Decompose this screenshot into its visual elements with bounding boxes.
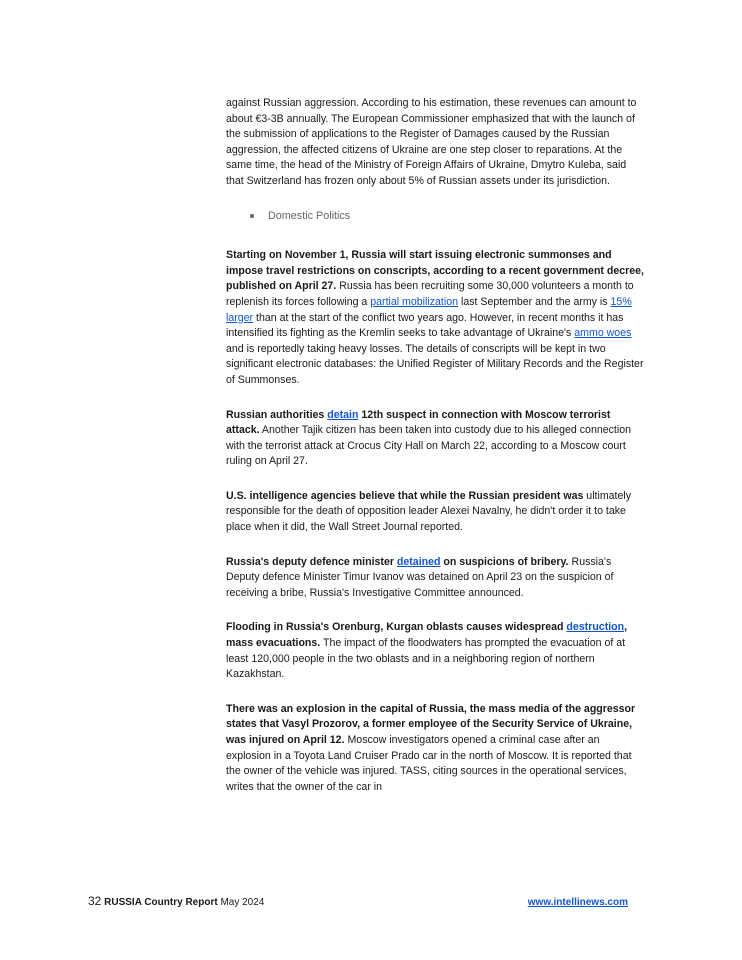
news-item-summonses bbox=[226, 248, 646, 388]
news-item-detain-suspect bbox=[226, 408, 646, 470]
headline: Flooding in Russia's Orenburg, Kurgan oblasts causes widespread bbox=[226, 621, 567, 634]
headline: , mass evacuations. bbox=[226, 621, 628, 650]
document-body bbox=[226, 96, 646, 814]
intro-paragraph: against Russian aggression. According to his estimation, these revenues can amount to about €3-3B annually. The European Commissioner emphasized that with the launch of the submission of applications to the Register of Damages caused by the Russian aggression, the affected citizens of Ukraine are one step closer to reparations. At the same time, the head of the Ministry of Foreign Affairs of Ukraine, Dmytro Kuleba, said that Switzerland has frozen only about 5% of Russian assets under its jurisdiction. bbox=[226, 97, 637, 187]
headline: Starting on November 1, Russia will start issuing electronic summonses and impose travel restrictions on conscripts, according to a recent government decree, published on April 27. bbox=[226, 249, 644, 293]
news-item-navalny bbox=[226, 489, 646, 536]
footer-left bbox=[88, 894, 264, 908]
body-text: Russia has been recruiting some 30,000 volunteers a month to replenish its forces following a bbox=[226, 280, 634, 308]
body-text: than at the start of the conflict two years ago. However, in recent months it has intensified its fighting as the Kremlin seeks to take advantage of Ukraine's bbox=[226, 311, 624, 340]
website-link[interactable]: www.intellinews.com bbox=[527, 897, 628, 908]
report-date: May 2024 bbox=[220, 897, 265, 908]
page-footer bbox=[88, 894, 628, 908]
section-heading bbox=[250, 209, 646, 225]
headline: Russian authorities bbox=[226, 408, 328, 421]
section-heading-label: Domestic Politics bbox=[268, 209, 351, 222]
news-item-flooding bbox=[226, 620, 646, 682]
page-number: 32 bbox=[88, 894, 102, 908]
body-text: Another Tajik citizen has been taken into custody due to his alleged connection with the terrorist attack at Crocus City Hall on March 22, according to a Moscow court ruling on April 27. bbox=[226, 424, 631, 468]
body-text: last September and the army is bbox=[458, 295, 611, 308]
bullet-icon bbox=[250, 214, 254, 218]
body-text: ultimately responsible for the death of opposition leader Alexei Navalny, he didn't order it to take place when it did, the Wall Street Journal reported. bbox=[226, 489, 632, 534]
headline: U.S. intelligence agencies believe that while the Russian president was bbox=[226, 489, 584, 502]
link-destruction[interactable]: destruction bbox=[566, 621, 625, 634]
headline: There was an explosion in the capital of Russia, the mass media of the aggressor states that Vasyl Prozorov, a former employee of the Security Service of Ukraine, was injured on April 12. bbox=[226, 702, 636, 746]
body-text: Moscow investigators opened a criminal case after an explosion in a Toyota Land Cruiser Prado car in the north of Moscow. It is reported that the owner of the vehicle was injured. TASS, citing sources in the operational services, writes that the owner of the car in bbox=[226, 734, 632, 793]
link-partial-mobilization[interactable]: partial mobilization bbox=[370, 295, 459, 308]
link-15-larger[interactable]: 15% larger bbox=[226, 295, 632, 324]
link-ammo-woes[interactable]: ammo woes bbox=[574, 327, 632, 340]
news-item-deputy-minister bbox=[226, 555, 646, 602]
news-item-explosion bbox=[226, 702, 646, 796]
link-detain[interactable]: detain bbox=[327, 408, 359, 421]
headline: Russia's deputy defence minister bbox=[226, 555, 397, 568]
headline: on suspicions of bribery. bbox=[440, 555, 569, 568]
body-text: and is reportedly taking heavy losses. The details of conscripts will be kept in two significant electronic databases: the Unified Register of Military Records and the Register of Summonses. bbox=[226, 342, 644, 386]
link-detained[interactable]: detained bbox=[396, 555, 441, 568]
headline: 12th suspect in connection with Moscow terrorist attack. bbox=[226, 408, 611, 437]
body-text: The impact of the floodwaters has prompted the evacuation of at least 120,000 people in the two oblasts and in a neighboring region of northern Kazakhstan. bbox=[226, 637, 626, 681]
body-text: Russia's Deputy defence Minister Timur Ivanov was detained on April 23 on the suspicion of receiving a bribe, Russia's Investigative Committee announced. bbox=[226, 555, 614, 599]
report-name: RUSSIA Country Report bbox=[104, 897, 218, 908]
